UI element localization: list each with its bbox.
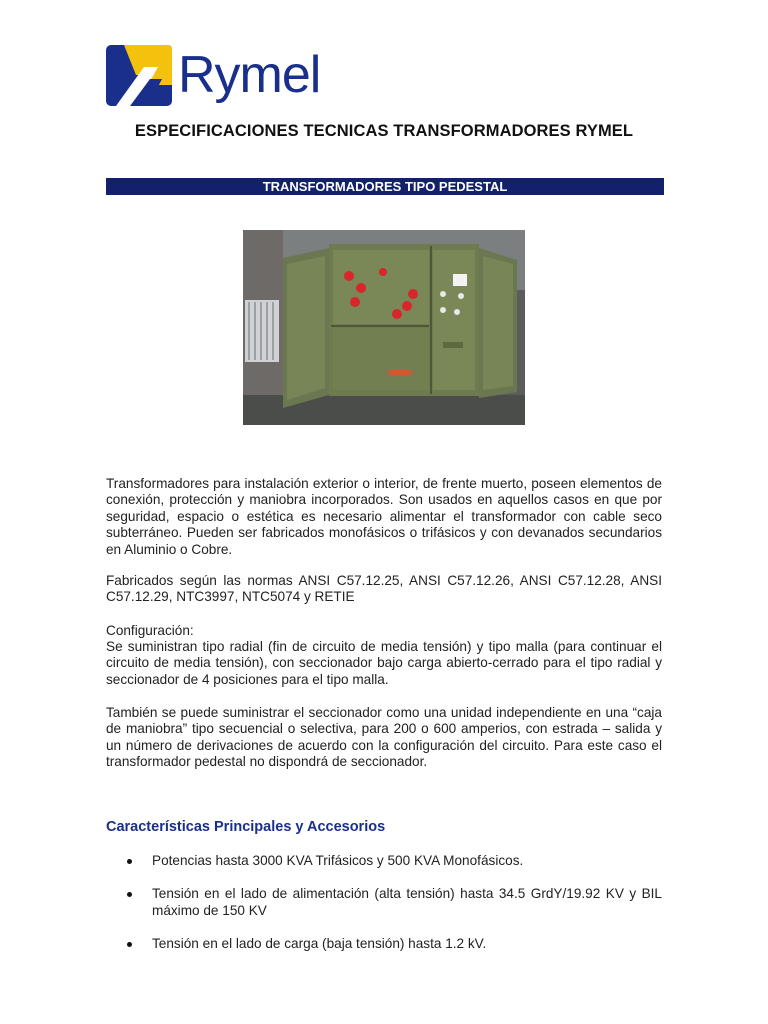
rymel-logo-icon [106,45,172,106]
bullet-icon [127,892,132,897]
normas-paragraph: Fabricados según las normas ANSI C57.12.25, ANSI C57.12.26, ANSI C57.12.28, ANSI C57.12.29, NTC3997, NTC5074 y RETIE [106,573,662,605]
section-heading: Características Principales y Accesorios [106,819,386,835]
seccionador-paragraph: También se puede suministrar el seccionador como una unidad independiente en una “caja de maniobra” tipo secuencial o selectiva, para 200 o 600 amperios, con estrada – salida y un número de derivaciones de acuerdo con la configuración del circuito. Para este caso el transformador pedestal no dispondrá de seccionador. [106,705,662,770]
section-banner: TRANSFORMADORES TIPO PEDESTAL [106,178,664,195]
rymel-logo [106,44,320,106]
bullet-icon [127,859,132,864]
list-item-text: Tensión en el lado de carga (baja tensión) hasta 1.2 kV. [152,936,487,952]
list-item [106,853,662,869]
list-item-text: Tensión en el lado de alimentación (alta tensión) hasta 34.5 GrdY/19.92 KV y BIL máximo de 150 KV [152,886,662,918]
config-label: Configuración: [106,623,194,638]
list-item [106,936,662,952]
bullet-icon [127,942,132,947]
transformer-photo [243,230,525,425]
features-list [106,853,662,953]
list-item [106,886,662,919]
intro-paragraph: Transformadores para instalación exterior o interior, de frente muerto, poseen elementos de conexión, protección y maniobra incorporados. Son usados en aquellos casos en que por seguridad, espacio o estética es necesario alimentar el transformador con cable seco subterráneo. Pueden ser fabricados monofásicos o trifásicos y con devanados secundarios en Aluminio o Cobre. [106,476,662,557]
config-paragraph: Se suministran tipo radial (fin de circuito de media tensión) y tipo malla (para continuar el circuito de media tensión), con seccionador bajo carga abierto-cerrado para el tipo radial y seccionador de 4 posiciones para el tipo malla. [106,639,662,687]
logo-brand-text: Rymel [178,46,321,104]
list-item-text: Potencias hasta 3000 KVA Trifásicos y 500 KVA Monofásicos. [152,853,524,868]
page-title: ESPECIFICACIONES TECNICAS TRANSFORMADORES RYMEL [134,122,634,140]
